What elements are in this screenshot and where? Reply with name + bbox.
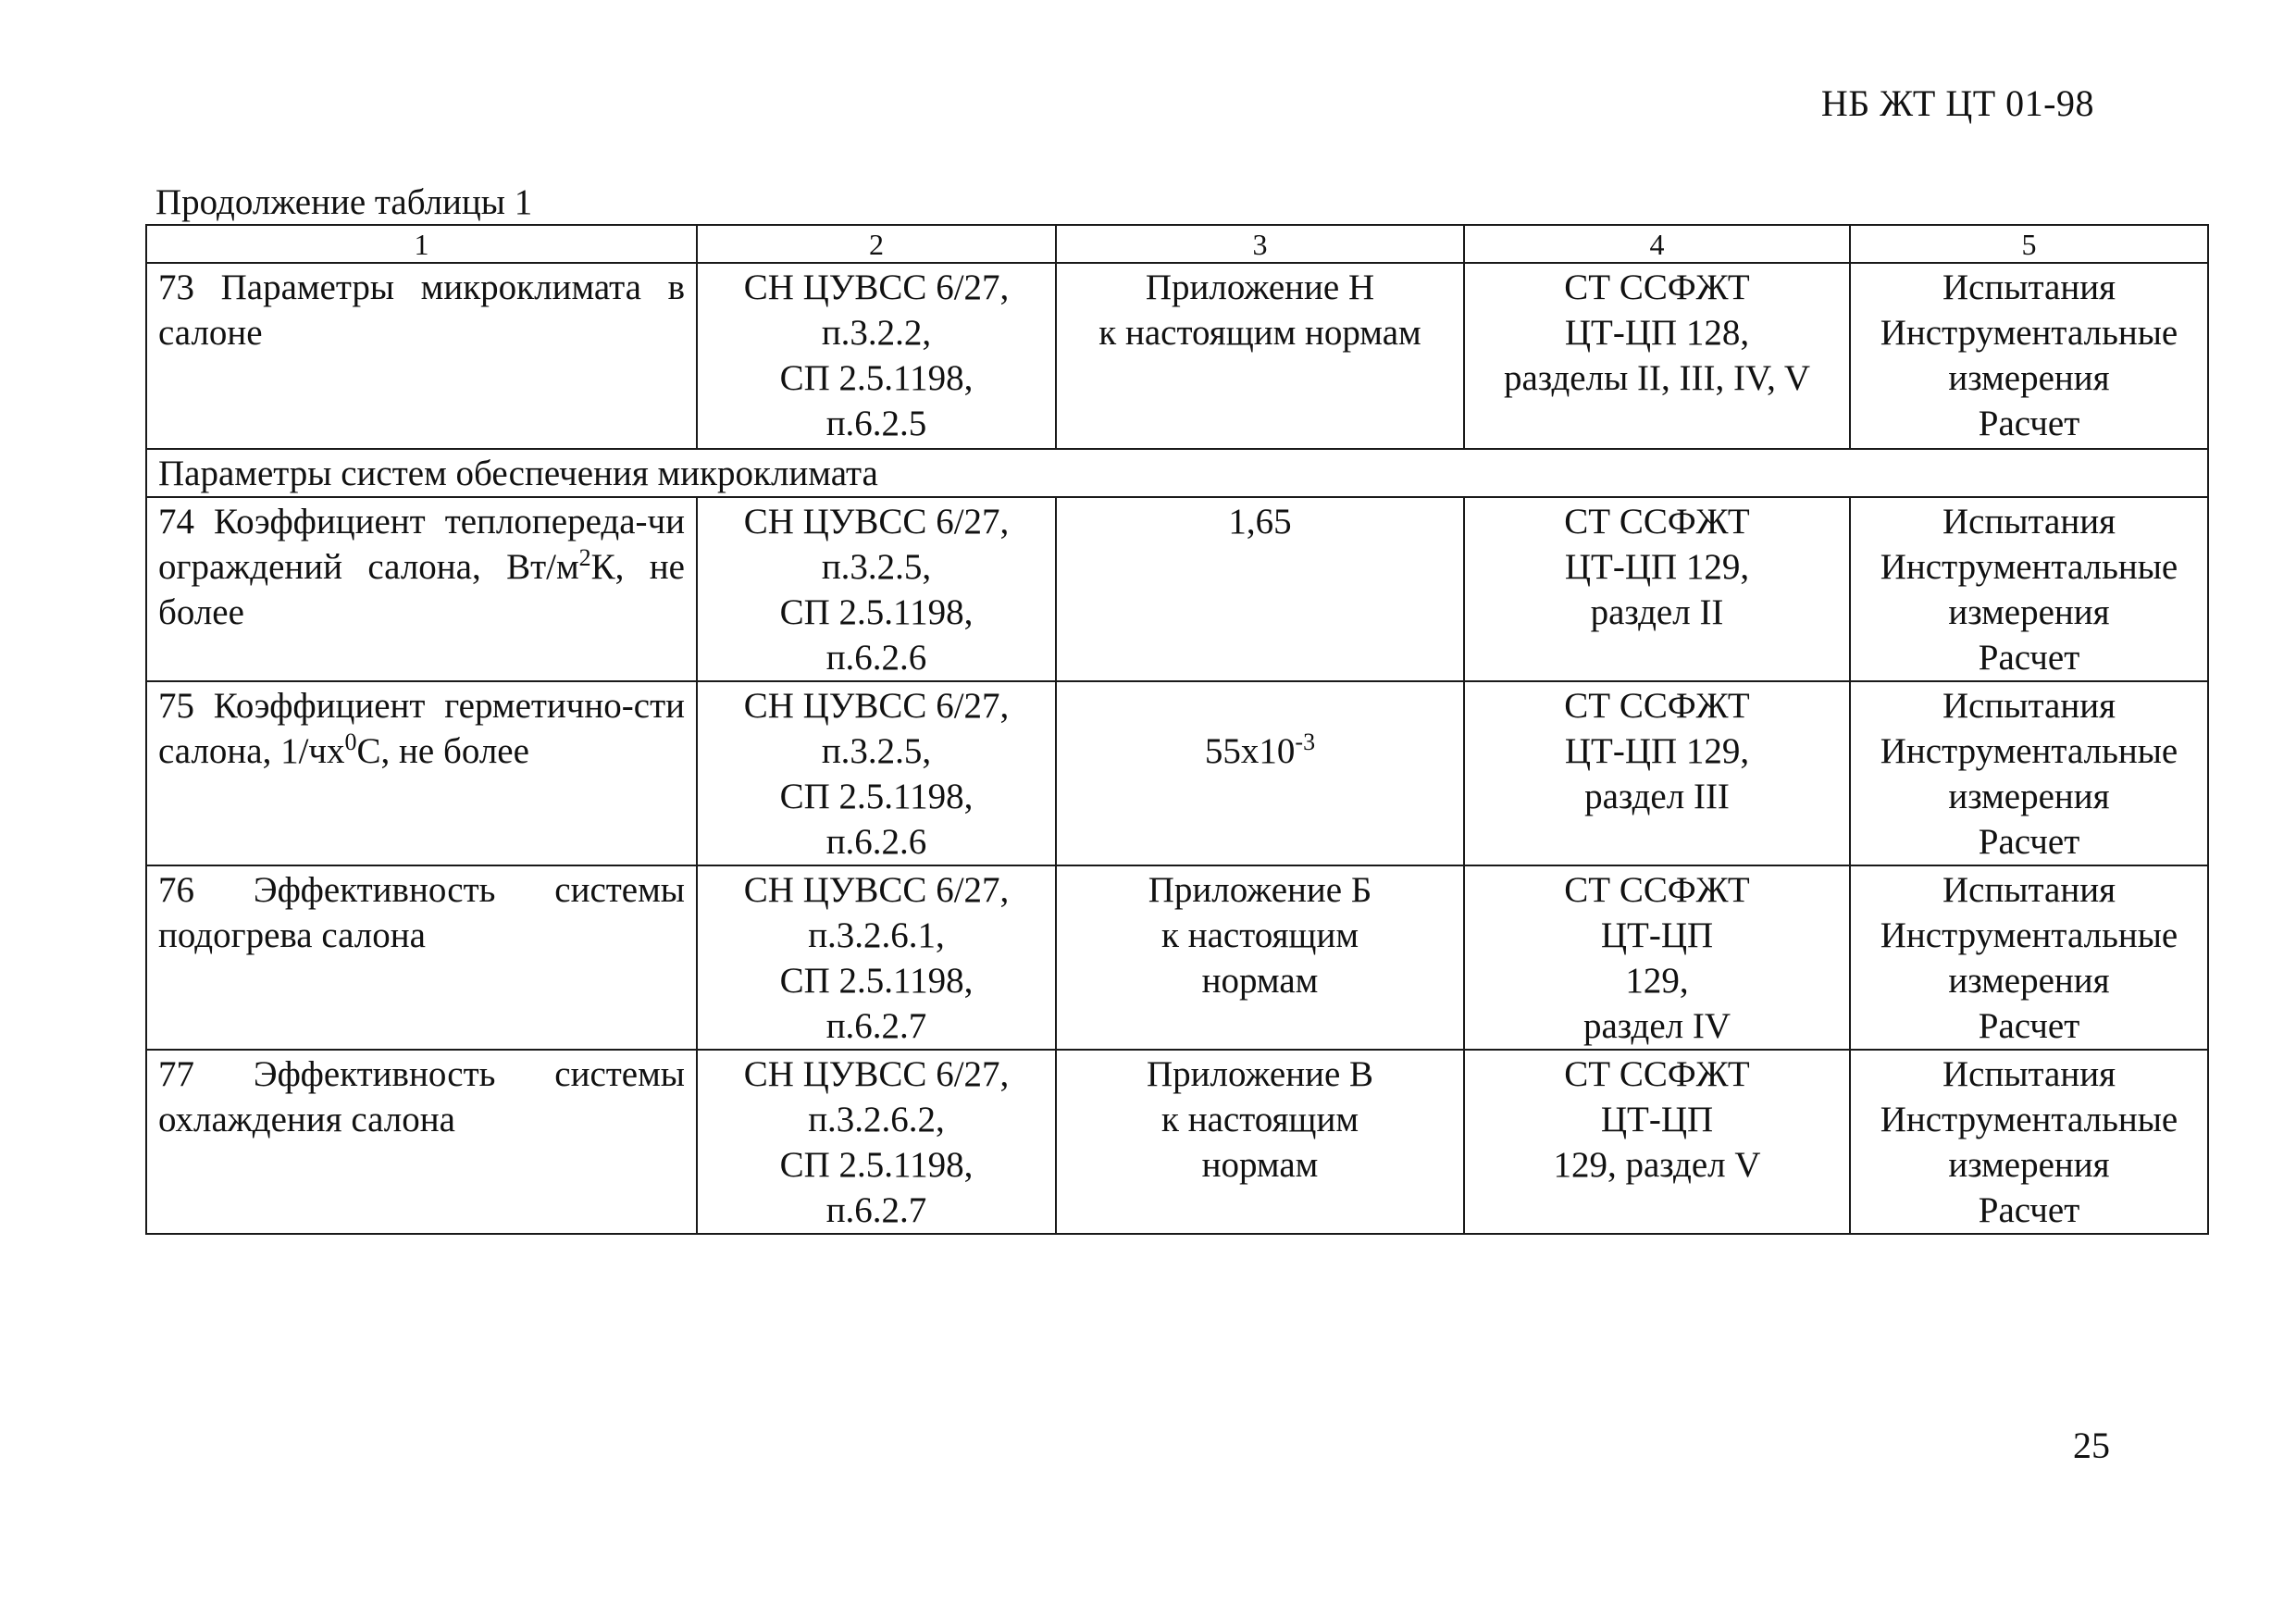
table-caption: Продолжение таблицы 1	[155, 182, 533, 222]
control-line: Испытания	[1942, 1054, 2116, 1094]
requirements-table	[145, 224, 2209, 1235]
norm-cell	[1056, 263, 1464, 449]
method-line: СТ ССФЖТ	[1564, 686, 1750, 726]
control-line: Инструментальные	[1880, 547, 2178, 587]
norm-line: Приложение Н	[1145, 268, 1375, 307]
control-cell	[1850, 1050, 2208, 1234]
reference-line: СП 2.5.1198,	[779, 1145, 974, 1185]
method-line: 129,	[1625, 961, 1689, 1001]
method-line: СТ ССФЖТ	[1564, 268, 1750, 307]
method-line: раздел IV	[1582, 1006, 1731, 1046]
norm-line: Приложение В	[1146, 1054, 1374, 1094]
control-line: Испытания	[1942, 686, 2116, 726]
norm-cell	[1056, 1050, 1464, 1234]
method-line: 129, раздел V	[1553, 1145, 1761, 1185]
reference-line: п.6.2.5	[825, 404, 927, 443]
superscript: 0	[344, 728, 357, 755]
parameter-cell: 73 Параметры микроклимата в салоне	[146, 263, 697, 449]
norm-line: нормам	[1201, 961, 1319, 1001]
method-cell	[1464, 263, 1850, 449]
parameter-cell: 77 Эффективность системы охлаждения салона	[146, 1050, 697, 1234]
reference-line: п.3.2.2,	[821, 313, 932, 353]
parameter-text: 75 Коэффициент герметично-сти салона, 1/чх	[158, 686, 685, 771]
section-row	[146, 449, 2208, 497]
document-code: НБ ЖТ ЦТ 01-98	[1820, 82, 2094, 124]
parameter-text: С, не более	[356, 731, 529, 771]
control-line: измерения	[1948, 777, 2110, 816]
control-line: Расчет	[1978, 1006, 2080, 1046]
superscript: 2	[578, 544, 591, 571]
control-line: Расчет	[1978, 1190, 2080, 1230]
method-line: ЦТ-ЦП	[1600, 915, 1714, 955]
norm-line: к настоящим	[1161, 915, 1359, 955]
method-cell	[1464, 865, 1850, 1050]
table-row	[146, 865, 2208, 1050]
reference-line: п.6.2.7	[825, 1190, 927, 1230]
reference-line: п.3.2.5,	[821, 547, 932, 587]
reference-line: СП 2.5.1198,	[779, 777, 974, 816]
norm-cell: 1,65	[1056, 497, 1464, 681]
control-line: Инструментальные	[1880, 1100, 2178, 1139]
method-line: ЦТ-ЦП 129,	[1564, 731, 1750, 771]
method-line: раздел III	[1584, 777, 1730, 816]
norm-line: Приложение Б	[1148, 870, 1372, 910]
method-line: раздел II	[1590, 592, 1724, 632]
column-number: 1	[146, 225, 697, 263]
method-line: ЦТ-ЦП	[1600, 1100, 1714, 1139]
control-line: Инструментальные	[1880, 915, 2178, 955]
control-line: измерения	[1948, 961, 2110, 1001]
norm-line: к настоящим нормам	[1098, 313, 1421, 353]
reference-line: СН ЦУВСС 6/27,	[743, 1054, 1010, 1094]
reference-line: СН ЦУВСС 6/27,	[743, 268, 1010, 307]
control-cell	[1850, 263, 2208, 449]
control-line: измерения	[1948, 592, 2110, 632]
control-line: Инструментальные	[1880, 731, 2178, 771]
method-line: ЦТ-ЦП 129,	[1564, 547, 1750, 587]
control-line: Расчет	[1978, 638, 2080, 678]
norm-cell	[1056, 865, 1464, 1050]
norm-line: к настоящим	[1161, 1100, 1359, 1139]
reference-line: СН ЦУВСС 6/27,	[743, 870, 1010, 910]
table-row	[146, 263, 2208, 449]
control-line: измерения	[1948, 358, 2110, 398]
reference-line: СП 2.5.1198,	[779, 961, 974, 1001]
parameter-text: 74 Коэффициент теплопереда-чи ограждений салона, Вт/м	[158, 502, 685, 587]
method-line: разделы II, III, IV, V	[1503, 358, 1811, 398]
superscript: -3	[1295, 728, 1316, 755]
control-line: Расчет	[1978, 404, 2080, 443]
method-cell	[1464, 1050, 1850, 1234]
page-number: 25	[2073, 1425, 2110, 1466]
control-cell	[1850, 497, 2208, 681]
reference-line: п.3.2.6.2,	[808, 1100, 945, 1139]
parameter-cell: 76 Эффективность системы подогрева салона	[146, 865, 697, 1050]
method-line: СТ ССФЖТ	[1564, 502, 1750, 541]
norm-line: нормам	[1201, 1145, 1319, 1185]
parameter-cell	[146, 497, 697, 681]
method-cell	[1464, 497, 1850, 681]
norm-cell	[1056, 681, 1464, 865]
control-line: измерения	[1948, 1145, 2110, 1185]
column-number: 5	[1850, 225, 2208, 263]
norm-value: 55х10	[1204, 731, 1296, 771]
reference-cell	[697, 865, 1056, 1050]
control-line: Испытания	[1942, 870, 2116, 910]
reference-line: п.3.2.5,	[821, 731, 932, 771]
column-number: 2	[697, 225, 1056, 263]
reference-line: п.3.2.6.1,	[808, 915, 945, 955]
section-heading: Параметры систем обеспечения микроклимата	[146, 449, 2208, 497]
method-line: СТ ССФЖТ	[1564, 870, 1750, 910]
method-line: СТ ССФЖТ	[1564, 1054, 1750, 1094]
reference-line: п.6.2.6	[825, 822, 927, 862]
reference-line: СП 2.5.1198,	[779, 592, 974, 632]
reference-cell	[697, 497, 1056, 681]
method-line: ЦТ-ЦП 128,	[1564, 313, 1750, 353]
control-cell	[1850, 865, 2208, 1050]
control-line: Испытания	[1942, 268, 2116, 307]
reference-line: п.6.2.6	[825, 638, 927, 678]
reference-cell	[697, 263, 1056, 449]
reference-cell	[697, 681, 1056, 865]
parameter-cell	[146, 681, 697, 865]
table-row	[146, 681, 2208, 865]
reference-line: СН ЦУВСС 6/27,	[743, 686, 1010, 726]
reference-line: СП 2.5.1198,	[779, 358, 974, 398]
control-line: Испытания	[1942, 502, 2116, 541]
parameter-text: К, не более	[158, 547, 685, 632]
method-cell	[1464, 681, 1850, 865]
column-number: 3	[1056, 225, 1464, 263]
control-line: Расчет	[1978, 822, 2080, 862]
reference-line: СН ЦУВСС 6/27,	[743, 502, 1010, 541]
column-number: 4	[1464, 225, 1850, 263]
reference-cell	[697, 1050, 1056, 1234]
reference-line: п.6.2.7	[825, 1006, 927, 1046]
table-row	[146, 497, 2208, 681]
table-row	[146, 1050, 2208, 1234]
control-line: Инструментальные	[1880, 313, 2178, 353]
column-number-row	[146, 225, 2208, 263]
control-cell	[1850, 681, 2208, 865]
